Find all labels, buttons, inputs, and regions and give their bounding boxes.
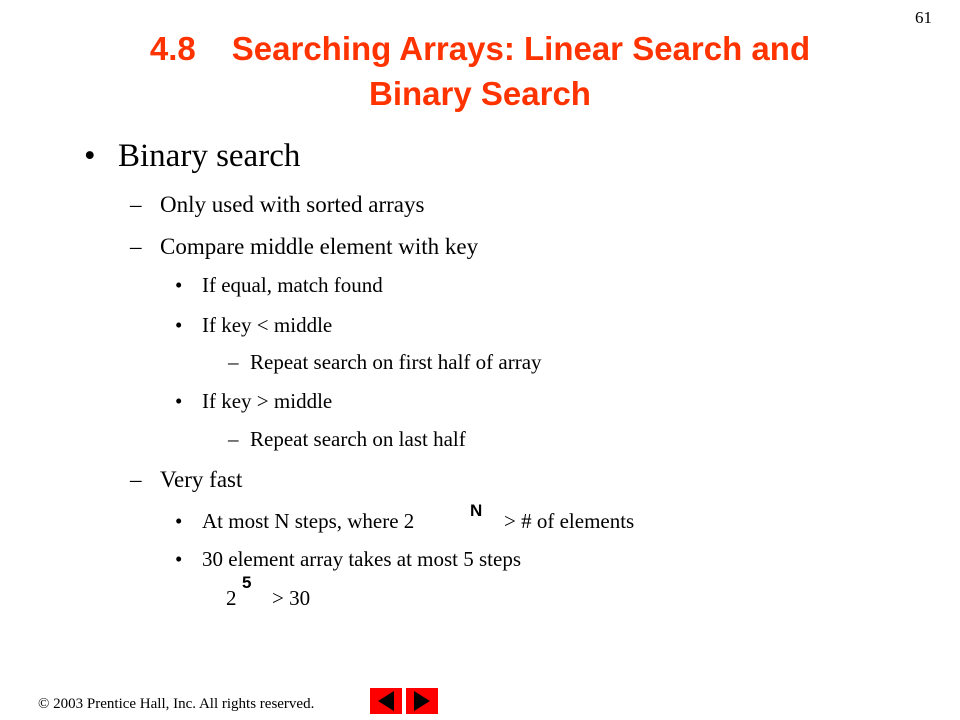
title-line-2: Binary Search [369, 75, 591, 112]
title-text-1: Searching Arrays: Linear Search and [231, 30, 811, 67]
dot-marker: • [175, 313, 183, 337]
main-bullet: Binary search [118, 138, 301, 174]
copyright-symbol: © [38, 696, 50, 712]
exponent-n: N [470, 501, 483, 520]
sub-sub-bullet-greater: If key > middle [202, 389, 333, 413]
previous-slide-button[interactable] [370, 688, 402, 714]
dash-marker: – [228, 350, 239, 374]
dot-marker: • [175, 509, 183, 533]
dash-marker: – [130, 467, 142, 492]
sub-bullet-sorted: Only used with sorted arrays [160, 192, 425, 217]
sub-sub-bullet-at-most: At most N steps, where 2 [202, 509, 415, 533]
dash-marker: – [130, 192, 142, 217]
dot-marker: • [175, 273, 183, 297]
section-number: 4.8 [149, 30, 196, 67]
sub-sub-bullet-equal: If equal, match found [202, 273, 383, 297]
sub-bullet-fast: Very fast [160, 467, 243, 492]
sub-sub-bullet-thirty: 30 element array takes at most 5 steps [202, 547, 521, 571]
dash-marker: – [228, 427, 239, 451]
level4-last-half: Repeat search on last half [250, 427, 466, 451]
copyright-text: 2003 Prentice Hall, Inc. All rights reserved. [53, 696, 315, 712]
footer-copyright [38, 696, 314, 713]
sub-sub-bullet-less: If key < middle [202, 313, 333, 337]
title-line-1 [60, 26, 900, 71]
sub-sub-bullet-at-most-suffix: > # of elements [504, 509, 635, 533]
page-number: 61 [915, 8, 932, 27]
right-arrow-icon [414, 691, 430, 711]
dot-marker: • [175, 389, 183, 413]
slide-title [60, 26, 900, 116]
dash-marker: – [130, 234, 142, 259]
dot-marker: • [175, 547, 183, 571]
example-exponent: 5 [242, 573, 252, 592]
sub-bullet-compare: Compare middle element with key [160, 234, 479, 259]
left-arrow-icon [378, 691, 394, 711]
example-rest: > 30 [272, 586, 311, 610]
main-bullet-marker: • [84, 138, 96, 174]
level4-first-half: Repeat search on first half of array [250, 350, 542, 374]
example-base: 2 [226, 586, 237, 610]
next-slide-button[interactable] [406, 688, 438, 714]
